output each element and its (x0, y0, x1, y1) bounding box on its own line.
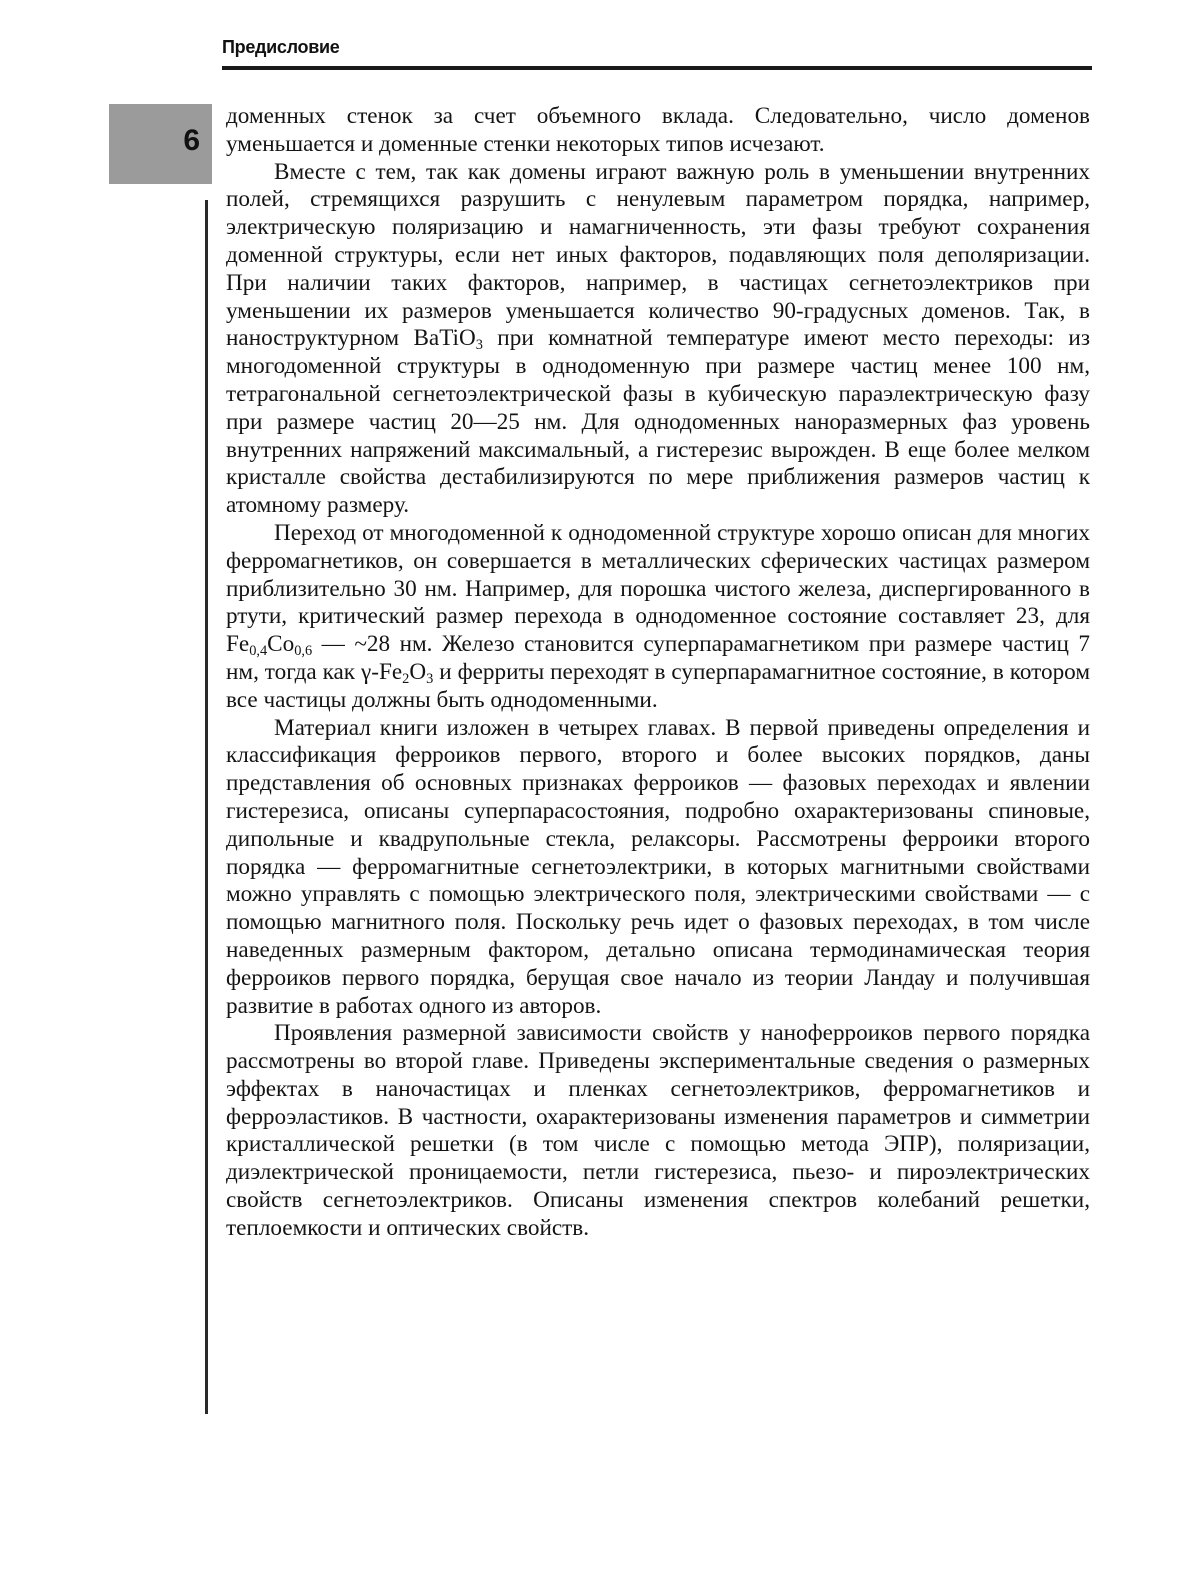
paragraph (226, 1020, 1090, 1242)
paragraph-text: доменных стенок за счет объемного вклада. Следовательно, число доменов уменьшается и доменные стенки некоторых типов исчезают. (226, 103, 1090, 157)
paragraph-text: O (409, 658, 427, 685)
running-head: Предисловие (222, 37, 340, 57)
paragraph-text: Материал книги изложен в четырех главах. В первой приведены определения и классификация ферроиков первого, второго и более высоких порядков, даны представления об основных признаках ферроиков — фазовых переходах и явлении гистерезиса, описаны суперпарасостояния, подробно охарактеризованы спиновые, дипольные и квадрупольные стекла, релаксоры. Рассмотрены ферроики второго порядка — ферромагнитные сегнетоэлектрики, в которых магнитными свойствами можно управлять с помощью электрического поля, электрическими свойствами — с помощью магнитного поля. Поскольку речь идет о фазовых переходах, в том числе наведенных размерным фактором, детально описана термодинамическая теория ферроиков первого порядка, берущая свое начало из теории Ландау и получившая развитие в работах одного из авторов. (226, 714, 1090, 1019)
paragraph (226, 520, 1090, 715)
subscript: 2 (402, 670, 410, 687)
paragraph-text: при комнатной температуре имеют место переходы: из многодоменной структуры в однодоменную при размере частиц менее 100 нм, тетрагональной сегнетоэлектрической фазы в кубическую параэлектрическую фазу при размере частиц 20—25 нм. Для однодоменных наноразмерных фаз уровень внутренних напряжений максимальный, а гистерезис вырожден. В еще более мелком кристалле свойства дестабилизируются по мере приближения размеров частиц к атомному размеру. (226, 325, 1090, 519)
subscript: 3 (475, 337, 483, 354)
paragraph (226, 715, 1090, 1021)
paragraph (226, 103, 1090, 159)
paragraph-text: — ~28 нм. Железо становится суперпарамагнетиком при размере частиц 7 нм, тогда как γ-Fe (226, 631, 1090, 685)
paragraph-text: и ферриты переходят в суперпарамагнитное состояние, в котором все частицы должны быть однодоменными. (226, 658, 1090, 713)
body-text (226, 103, 1090, 1243)
paragraph-text: Co (267, 631, 295, 658)
paragraph (226, 159, 1090, 520)
paragraph-text: Проявления размерной зависимости свойств у наноферроиков первого порядка рассмотрены во второй главе. Приведены экспериментальные сведения о размерных эффектах в наночастицах и пленках сегнетоэлектриков, ферромагнетиков и ферроэластиков. В частности, охарактеризованы изменения параметров и симметрии кристаллической решетки (в том числе с помощью метода ЭПР), поляризации, диэлектрической проницаемости, петли гистерезиса, пьезо- и пироэлектрических свойств сегнетоэлектриков. Описаны изменения спектров колебаний решетки, теплоемкости и оптических свойств. (226, 1020, 1090, 1241)
paragraph-text: Переход от многодоменной к однодоменной структуре хорошо описан для многих ферромагнетиков, он совершается в металлических сферических частицах размером приблизительно 30 нм. Например, для порошка чистого железа, диспергированного в ртути, критический размер перехода в однодоменное состояние составляет 23, для Fe (226, 519, 1090, 658)
page-number-tab (109, 104, 212, 184)
paragraph-text: Вместе с тем, так как домены играют важную роль в уменьшении внутренних полей, стремящихся разрушить с ненулевым параметром порядка, например, электрическую поляризацию и намагниченность, эти фазы требуют сохранения доменной структуры, если нет иных факторов, подавляющих поля деполяризации. При наличии таких факторов, например, в частицах сегнетоэлектриков при уменьшении их размеров уменьшается количество 90-градусных доменов. Так, в наноструктурном BaTiO (226, 158, 1090, 352)
subscript: 0,6 (294, 643, 313, 660)
page-number: 6 (183, 124, 200, 157)
subscript: 3 (426, 670, 434, 687)
subscript: 0,4 (249, 643, 268, 660)
header-rule (222, 66, 1092, 70)
margin-bar (205, 200, 208, 1414)
